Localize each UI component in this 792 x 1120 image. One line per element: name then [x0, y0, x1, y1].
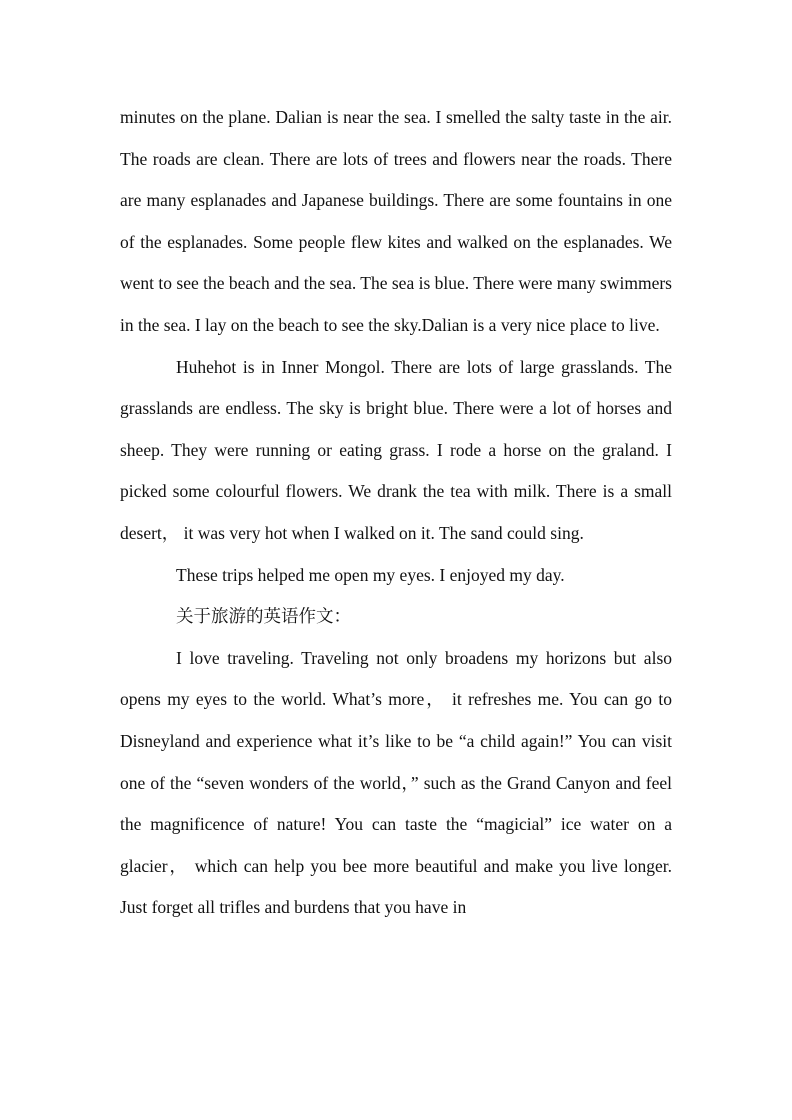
paragraph-huhehot: Huhehot is in Inner Mongol. There are lots of large grasslands. The grasslands are endless. The sky is bright blue. There were a lot of horses and sheep. They were running or eating grass. I rode a horse on the graland. I picked some colourful flowers. We drank the tea with milk. There is a small desert， it was very hot when I walked on it. The sand could sing. — [120, 356, 672, 543]
paragraph-conclusion: These trips helped me open my eyes. I enjoyed my day. — [176, 564, 565, 585]
paragraph-dalian: minutes on the plane. Dalian is near the sea. I smelled the salty taste in the air. The roads are clean. There are lots of trees and flowers near the roads. There are many esplanades and Japanese buildings. There are some fountains in one of the esplanades. Some people flew kites and walked on the esplanades. We went to see the beach and the sea. The sea is blue. There were many swimmers in the sea. I lay on the beach to see the sky.Dalian is a very nice place to live. — [120, 107, 672, 335]
document-page — [120, 97, 672, 929]
section-heading: 关于旅游的英语作文： — [176, 606, 351, 627]
paragraph-love-traveling: I love traveling. Traveling not only broadens my horizons but also opens my eyes to the world. What’s more， it refreshes me. You can go to Disneyland and experience what it’s like to be “a child again!” You can visit one of the “seven wonders of the world，” such as the Grand Canyon and feel the magnificence of nature! You can taste the “magicial” ice water on a glacier， which can help you bee more beautiful and make you live longer. Just forget all trifles and burdens that you have in — [120, 647, 672, 918]
